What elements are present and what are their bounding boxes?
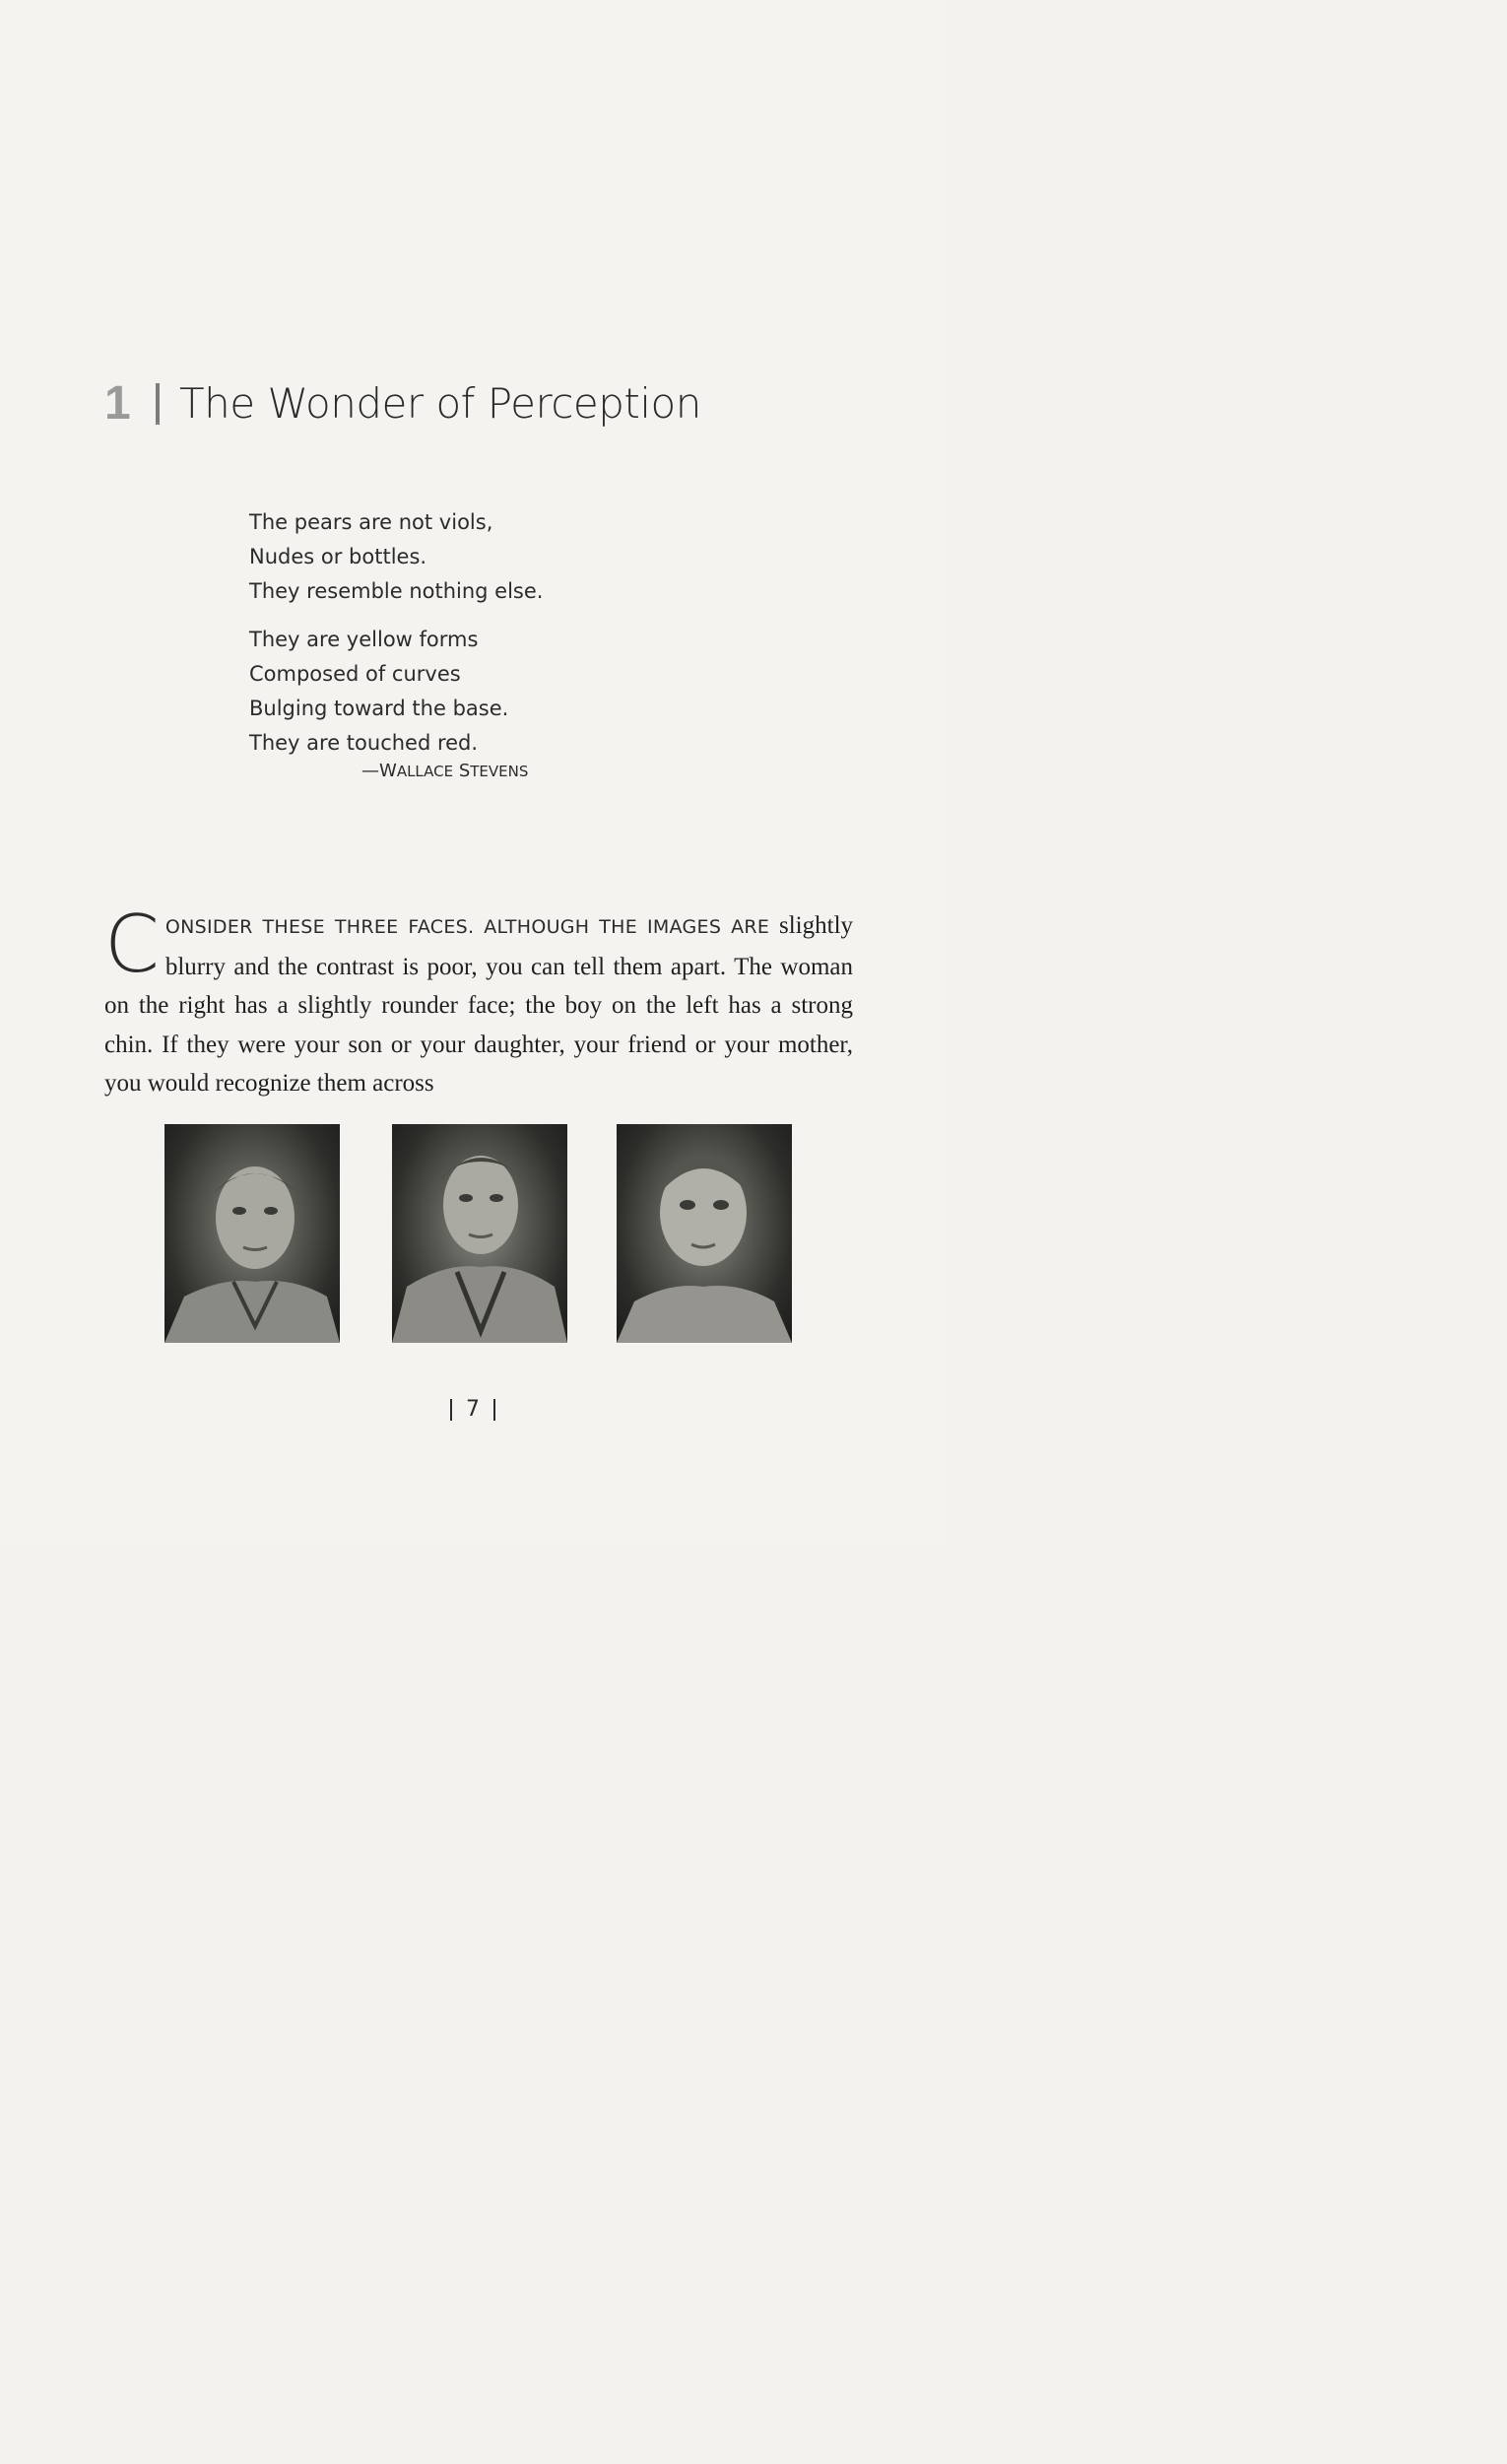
attribution-initial: W [379, 761, 397, 781]
paragraph-lead-smallcaps: ONSIDER THESE THREE FACES. ALTHOUGH THE IMAGES ARE [164, 916, 770, 938]
chapter-header [104, 376, 701, 432]
epigraph-line: Bulging toward the base. [249, 697, 509, 720]
epigraph [249, 505, 663, 761]
chapter-title: The Wonder of Perception [179, 379, 701, 428]
body-paragraph [104, 899, 854, 1103]
epigraph-line: Composed of curves [249, 662, 461, 686]
epigraph-stanza-2 [249, 623, 663, 761]
page-number-value: 7 [466, 1397, 480, 1422]
chapter-number: 1 [104, 377, 131, 430]
epigraph-stanza-1 [249, 505, 663, 609]
face-photo-center [392, 1124, 567, 1343]
attribution-initial: S [458, 761, 471, 781]
drop-cap: C [104, 899, 160, 990]
chapter-divider [156, 383, 160, 425]
page-number [0, 1397, 946, 1422]
face-photo-left [164, 1124, 340, 1343]
book-page [0, 0, 946, 1545]
face-photo-right [617, 1124, 792, 1343]
epigraph-line: They resemble nothing else. [249, 579, 544, 603]
page-number-bar-left [450, 1399, 452, 1421]
epigraph-line: They are yellow forms [249, 628, 479, 651]
epigraph-line: The pears are not viols, [249, 510, 493, 534]
attribution-smallcaps: ALLACE [396, 763, 454, 780]
attribution-smallcaps: TEVENS [470, 763, 529, 780]
page-number-bar-right [493, 1399, 495, 1421]
paragraph-text: slightly blurry and the contrast is poor, you can tell them apart. The woman on the right has a slightly rounder face; the boy on the left has a strong chin. If they were your son or your daughter, your friend or your mother, you would recognize them across [104, 912, 854, 1097]
attribution-dash: — [361, 761, 379, 781]
epigraph-line: Nudes or bottles. [249, 545, 427, 568]
epigraph-attribution [361, 761, 528, 781]
epigraph-line: They are touched red. [249, 731, 479, 755]
